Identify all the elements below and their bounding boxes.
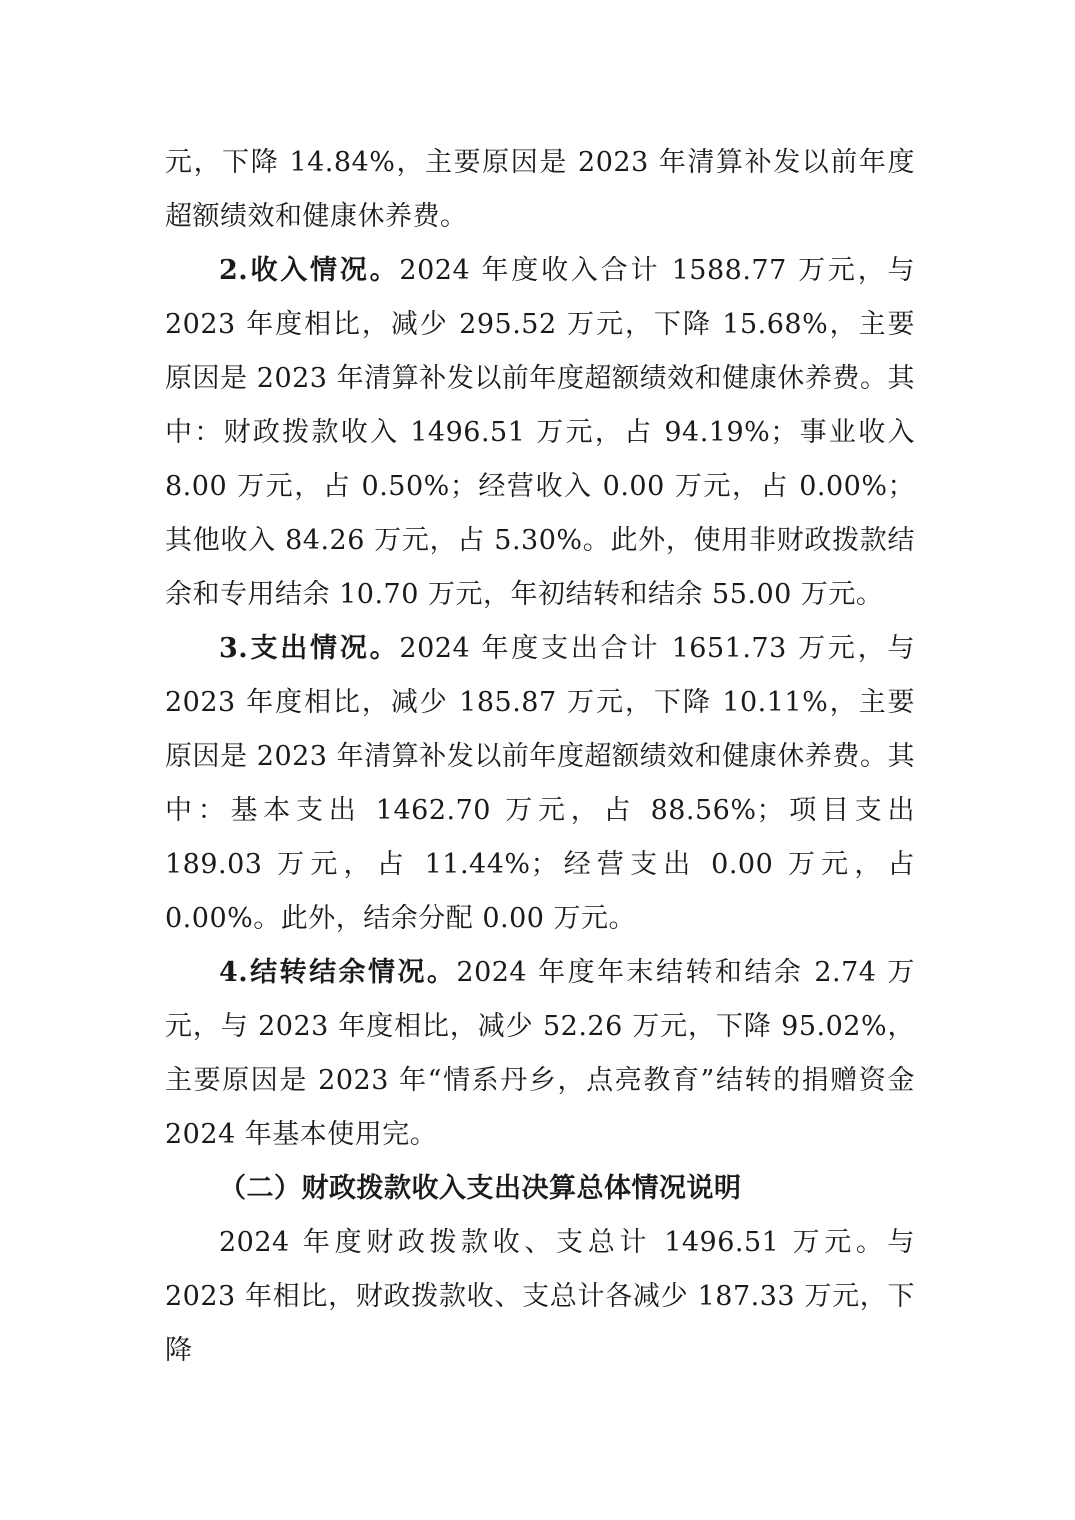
carryover-body: 2024 年度年末结转和结余 2.74 万元，与 2023 年度相比，减少 52.26 万元，下降 95.02%，主要原因是 2023 年“情系丹乡，点亮教育”结转的捐赠资金 2024 年基本使用完。 [165, 957, 916, 1150]
paragraph-carryover [165, 946, 915, 1162]
income-body: 2024 年度收入合计 1588.77 万元，与 2023 年度相比，减少 295.52 万元，下降 15.68%，主要原因是 2023 年清算补发以前年度超额绩效和健康休养费。其中：财政拨款收入 1496.51 万元，占 94.19%；事业收入 8.00 万元，占 0.50%；经营收入 0.00 万元，占 0.00%；其他收入 84.26 万元，占 5.30%。此外，使用非财政拨款结余和专用结余 10.70 万元，年初结转和结余 55.00 万元。 [165, 255, 915, 610]
expenditure-body: 2024 年度支出合计 1651.73 万元，与 2023 年度相比，减少 185.87 万元，下降 10.11%，主要原因是 2023 年清算补发以前年度超额绩效和健康休养费。其中：基本支出 1462.70 万元，占 88.56%；项目支出 189.03 万元，占 11.44%；经营支出 0.00 万元，占 0.00%。此外，结余分配 0.00 万元。 [165, 633, 915, 934]
paragraph-expenditure [165, 622, 915, 946]
heading-income: 2.收入情况。 [219, 255, 400, 286]
heading-carryover: 4.结转结余情况。 [219, 957, 457, 988]
document-page [165, 136, 915, 1378]
section-heading: （二）财政拨款收入支出决算总体情况说明 [219, 1173, 742, 1204]
paragraph-continuation: 元，下降 14.84%，主要原因是 2023 年清算补发以前年度超额绩效和健康休养费。 [165, 147, 915, 232]
paragraph-income [165, 244, 915, 622]
heading-expenditure: 3.支出情况。 [219, 633, 400, 664]
paragraph-fiscal-total: 2024 年度财政拨款收、支总计 1496.51 万元。与 2023 年相比，财政拨款收、支总计各减少 187.33 万元，下降 [165, 1227, 915, 1366]
